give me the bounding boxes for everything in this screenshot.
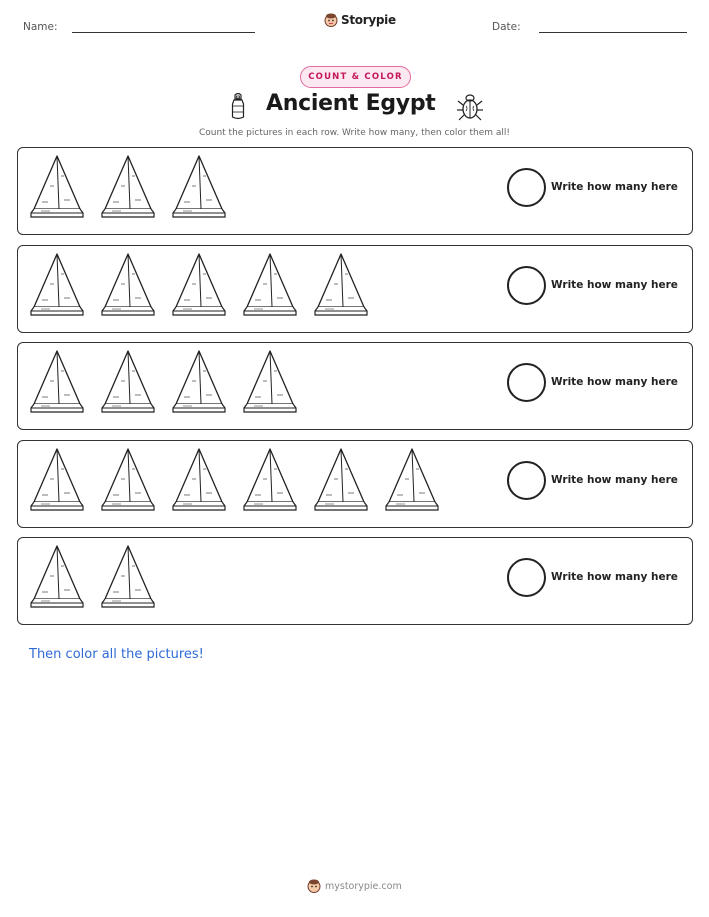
- worksheet-header: [0, 0, 709, 50]
- date-label: Date:: [492, 21, 521, 33]
- write-how-many-label: Write how many here: [551, 279, 678, 291]
- footer: [307, 879, 402, 893]
- name-field[interactable]: [72, 32, 255, 33]
- pyramid-icon[interactable]: [241, 252, 299, 326]
- scarab-beetle-icon: [456, 92, 484, 122]
- pyramid-icon[interactable]: [28, 154, 86, 228]
- answer-circle[interactable]: [507, 558, 546, 597]
- write-how-many-label: Write how many here: [551, 474, 678, 486]
- instructions: Count the pictures in each row. Write how many, then color them all!: [198, 128, 511, 138]
- pyramid-icon[interactable]: [99, 154, 157, 228]
- closing-note: Then color all the pictures!: [29, 647, 204, 662]
- pyramid-icon[interactable]: [99, 252, 157, 326]
- pyramid-icon[interactable]: [99, 447, 157, 521]
- count-row-5: [17, 537, 693, 625]
- count-row-1: [17, 147, 693, 235]
- pyramid-icon[interactable]: [28, 544, 86, 618]
- pyramid-icon[interactable]: [28, 252, 86, 326]
- pyramid-icon[interactable]: [170, 154, 228, 228]
- write-how-many-label: Write how many here: [551, 181, 678, 193]
- brand-logo: [324, 13, 396, 27]
- pyramid-icon[interactable]: [28, 447, 86, 521]
- canopic-jar-icon: [229, 92, 247, 122]
- pyramid-icon[interactable]: [312, 252, 370, 326]
- pyramid-icon[interactable]: [312, 447, 370, 521]
- date-field[interactable]: [539, 32, 687, 33]
- pyramid-icon[interactable]: [28, 349, 86, 423]
- pyramid-icon[interactable]: [170, 252, 228, 326]
- pyramid-icon[interactable]: [383, 447, 441, 521]
- pyramid-icon[interactable]: [170, 447, 228, 521]
- count-row-3: [17, 342, 693, 430]
- pyramid-icon[interactable]: [241, 349, 299, 423]
- worksheet-title: Ancient Egypt: [266, 91, 436, 116]
- pyramid-icon[interactable]: [99, 544, 157, 618]
- write-how-many-label: Write how many here: [551, 376, 678, 388]
- brand-name: Storypie: [341, 13, 396, 27]
- answer-circle[interactable]: [507, 363, 546, 402]
- pyramid-icon[interactable]: [241, 447, 299, 521]
- name-label: Name:: [23, 21, 58, 33]
- answer-circle[interactable]: [507, 168, 546, 207]
- write-how-many-label: Write how many here: [551, 571, 678, 583]
- answer-circle[interactable]: [507, 266, 546, 305]
- pyramid-icon[interactable]: [170, 349, 228, 423]
- pyramid-icon[interactable]: [99, 349, 157, 423]
- storypie-mascot-icon: [307, 879, 321, 893]
- footer-url[interactable]: mystorypie.com: [325, 880, 402, 892]
- count-row-4: [17, 440, 693, 528]
- answer-circle[interactable]: [507, 461, 546, 500]
- activity-badge: COUNT & COLOR: [300, 66, 411, 88]
- storypie-mascot-icon: [324, 13, 338, 27]
- count-row-2: [17, 245, 693, 333]
- title-row: [0, 89, 709, 125]
